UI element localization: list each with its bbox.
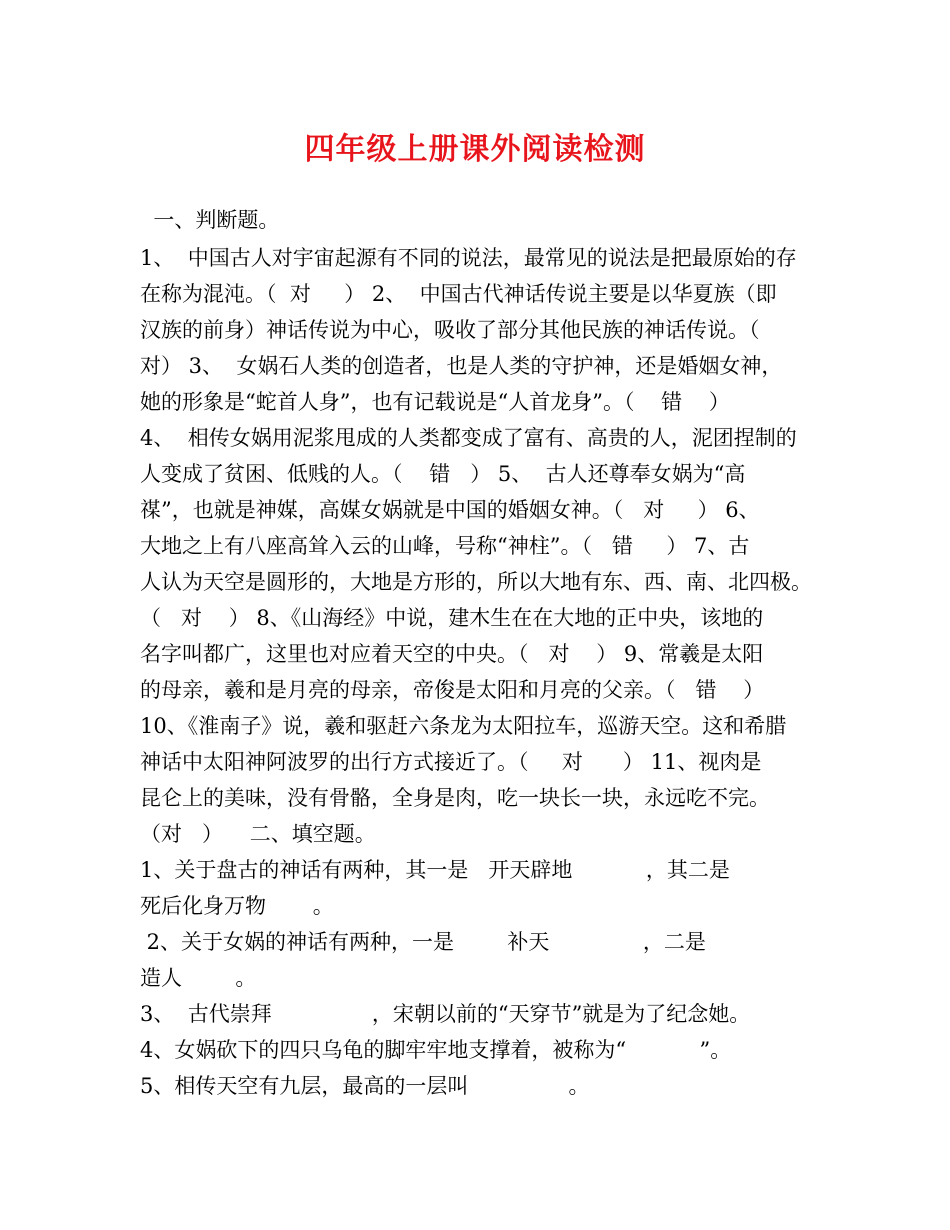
text-line: 4、 相传女娲用泥浆甩成的人类都变成了富有、高贵的人，泥团捏制的 <box>140 426 797 450</box>
text-line: 10、《淮南子》说，羲和驱赶六条龙为太阳拉车，巡游天空。这和希腊 <box>140 714 787 738</box>
text-line: 死后化身万物 。 <box>140 894 334 918</box>
text-line: 1、关于盘古的神话有两种，其一是 开天辟地 ，其二是 <box>140 858 730 882</box>
text-line: 神话中太阳神阿波罗的出行方式接近了。（ 对 ） 11、视肉是 <box>140 750 762 774</box>
text-line: 4、女娲砍下的四只乌龟的脚牢牢地支撑着，被称为“ ”。 <box>140 1038 732 1062</box>
text-line: 5、相传天空有九层，最高的一层叫 。 <box>140 1074 590 1098</box>
text-line: （ 对 ） 8、《山海经》中说，建木生在在大地的正中央，该地的 <box>140 606 764 630</box>
text-line: 3、 古代崇拜 ，宋朝以前的“天穿节”就是为了纪念她。 <box>140 1002 751 1026</box>
text-line: 禖”，也就是神媒，高媒女娲就是中国的婚姻女神。（ 对 ） 6、 <box>140 498 760 522</box>
text-line: 对） 3、 女娲石人类的创造者，也是人类的守护神，还是婚姻女神， <box>140 354 783 378</box>
text-line: 她的形象是“蛇首人身”，也有记载说是“人首龙身”。（ 错 ） <box>140 390 730 414</box>
text-line: 的母亲，羲和是月亮的母亲，帝俊是太阳和月亮的父亲。（ 错 ） <box>140 678 765 702</box>
text-line: 1、 中国古人对宇宙起源有不同的说法，最常见的说法是把最原始的存 <box>140 246 797 270</box>
document-title: 四年级上册课外阅读检测 <box>304 132 646 167</box>
text-line: 汉族的前身）神话传说为中心，吸收了部分其他民族的神话传说。（ <box>140 318 760 342</box>
text-line: 名字叫都广，这里也对应着天空的中央。（ 对 ） 9、常羲是太阳 <box>140 642 764 666</box>
section-heading-fill-blank: （对 ） 二、填空题。 <box>140 822 376 846</box>
section-heading-judgement: 一、判断题。 <box>140 208 280 232</box>
text-line: 大地之上有八座高耸入云的山峰，号称“神柱”。（ 错 ） 7、古 <box>140 534 750 558</box>
text-line: 人认为天空是圆形的，大地是方形的，所以大地有东、西、南、北四极。 <box>140 570 812 594</box>
text-line: 昆仑上的美味，没有骨骼，全身是肉，吃一块长一块，永远吃不完。 <box>140 786 770 810</box>
text-line: 造人 。 <box>140 966 257 990</box>
text-line: 2、关于女娲的神话有两种，一是 补天 ，二是 <box>140 930 706 954</box>
text-line: 在称为混沌。（ 对 ） 2、 中国古代神话传说主要是以华夏族（即 <box>140 282 777 306</box>
text-line: 人变成了贫困、低贱的人。（ 错 ） 5、 古人还尊奉女娲为“高 <box>140 462 746 486</box>
